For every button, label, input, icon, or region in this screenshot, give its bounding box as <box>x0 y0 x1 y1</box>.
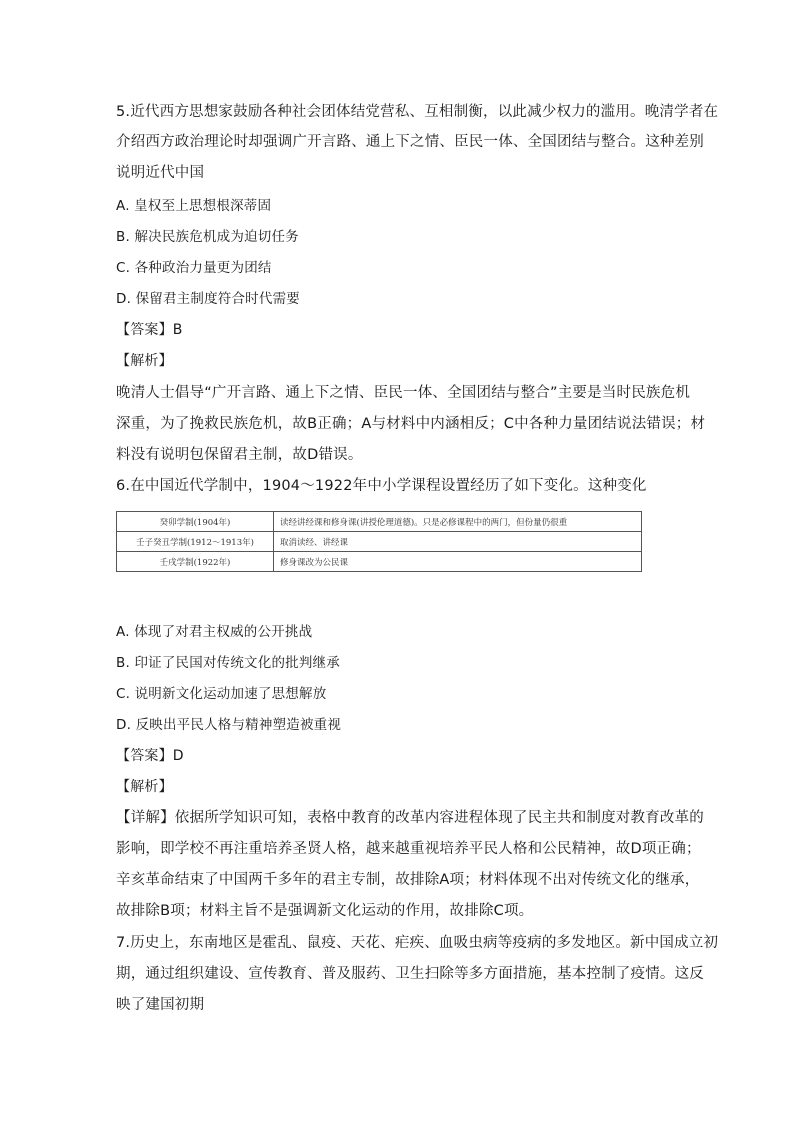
q5-stem-line-2: 介绍西方政治理论时却强调广开言路、通上下之情、臣民一体、全国团结与整合。这种差别 <box>116 134 704 150</box>
q5-analysis-label: 【解析】 <box>116 353 173 369</box>
table-cell-change: 读经讲经课和修身课(讲授伦理道德)。只是必修课程中的两门，但份量仍很重 <box>274 512 642 532</box>
q5-analysis-line-3: 料没有说明包保留君主制，故D错误。 <box>116 447 363 463</box>
table-cell-change: 修身课改为公民课 <box>274 552 642 572</box>
table-row <box>117 552 642 572</box>
q5-answer: 【答案】B <box>116 322 183 338</box>
q6-analysis-label: 【解析】 <box>116 779 173 795</box>
q6-analysis-line-4: 故排除B项；材料主旨不是强调新文化运动的作用，故排除C项。 <box>116 903 534 919</box>
q5-option-d: D. 保留君主制度符合时代需要 <box>116 291 300 307</box>
q6-answer: 【答案】D <box>116 748 184 764</box>
q5-stem-line-3: 说明近代中国 <box>116 165 205 181</box>
q6-analysis-line-3: 辛亥革命结束了中国两千多年的君主专制，故排除A项；材料体现不出对传统文化的继承， <box>116 872 700 888</box>
q6-stem: 6.在中国近代学制中，1904～1922年中小学课程设置经历了如下变化。这种变化 <box>116 478 647 494</box>
q6-option-a: A. 体现了对君主权威的公开挑战 <box>116 624 313 640</box>
q5-option-c: C. 各种政治力量更为团结 <box>116 260 272 276</box>
q6-school-system-table <box>116 511 642 572</box>
q6-analysis-line-2: 影响，即学校不再注重培养圣贤人格，越来越重视培养平民人格和公民精神，故D项正确； <box>116 841 701 857</box>
table-cell-change: 取消读经、讲经课 <box>274 532 642 552</box>
q6-option-d: D. 反映出平民人格与精神塑造被重视 <box>116 717 342 733</box>
q5-analysis-line-1: 晚清人士倡导“广开言路、通上下之情、臣民一体、全国团结与整合”主要是当时民族危机 <box>116 385 691 401</box>
table-row <box>117 532 642 552</box>
q7-stem-line-1: 7.历史上，东南地区是霍乱、鼠疫、天花、疟疾、血吸虫病等疫病的多发地区。新中国成立初 <box>116 935 719 951</box>
table-row <box>117 512 642 532</box>
q6-analysis-line-1: 【详解】依据所学知识可知，表格中教育的改革内容进程体现了民主共和制度对教育改革的 <box>116 810 704 826</box>
q5-option-b: B. 解决民族危机成为迫切任务 <box>116 229 299 245</box>
q5-option-a: A. 皇权至上思想根深蒂固 <box>116 198 272 214</box>
table-cell-system: 癸卯学制(1904年) <box>117 512 274 532</box>
q7-stem-line-2: 期，通过组织建设、宣传教育、普及服药、卫生扫除等多方面措施，基本控制了疫情。这反 <box>116 966 704 982</box>
q5-stem-line-1: 5.近代西方思想家鼓励各种社会团体结党营私、互相制衡，以此减少权力的滥用。晚清学者在 <box>116 104 719 120</box>
q5-analysis-line-2: 深重，为了挽救民族危机，故B正确；A与材料中内涵相反；C中各种力量团结说法错误；材 <box>116 416 706 432</box>
q6-option-b: B. 印证了民国对传统文化的批判继承 <box>116 655 340 671</box>
table-cell-system: 壬戌学制(1922年) <box>117 552 274 572</box>
table-cell-system: 壬子癸丑学制(1912～1913年) <box>117 532 274 552</box>
q6-option-c: C. 说明新文化运动加速了思想解放 <box>116 686 327 702</box>
q7-stem-line-3: 映了建国初期 <box>116 997 205 1013</box>
